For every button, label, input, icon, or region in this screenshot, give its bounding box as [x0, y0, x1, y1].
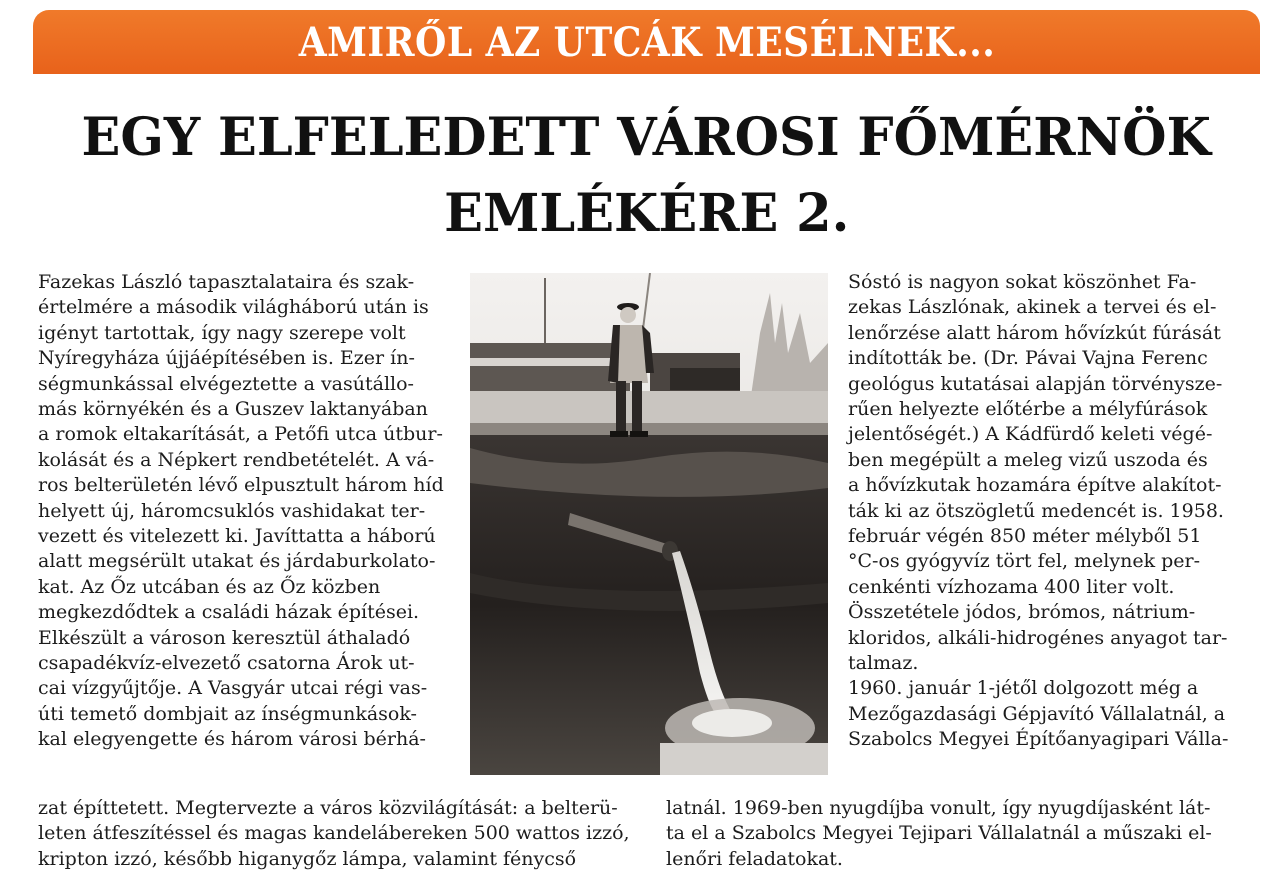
body-text-line: a hővízkutak hozamára építve alakítot-: [848, 474, 1222, 497]
body-text-line: ben megépült a meleg vizű uszoda és: [848, 448, 1208, 471]
body-text-line: cenkénti vízhozama 400 liter volt.: [848, 575, 1175, 598]
body-text-line: Fazekas László tapasztalataira és szak-: [38, 271, 415, 293]
body-text-line: Nyíregyháza újjáépítésében is. Ezer ín-: [38, 347, 415, 370]
body-text-line: Mezőgazdasági Gépjavító Vállalatnál, a: [848, 702, 1226, 725]
body-text-line: ségmunkással elvégeztette a vasútállo-: [38, 372, 414, 395]
body-text-line: Sóstó is nagyon sokat köszönhet Fa-: [848, 271, 1197, 293]
body-text-line: igényt tartottak, így nagy szerepe volt: [38, 321, 406, 344]
photo-image: [470, 273, 828, 775]
body-text-line: ták ki az ötszögletű medencét is. 1958.: [848, 499, 1224, 522]
body-text-line: a romok eltakarítását, a Petőfi utca útbur-: [38, 423, 443, 446]
section-banner: [33, 10, 1260, 74]
body-text-line: lenőrzése alatt három hővízkút fúrását: [848, 321, 1221, 344]
body-text-line: latnál. 1969-ben nyugdíjba vonult, így nyugdíjasként lát-: [666, 797, 1211, 819]
body-text-line: °C-os gyógyvíz tört fel, melynek per-: [848, 550, 1201, 573]
body-text-line: lenőri feladatokat.: [666, 847, 843, 870]
body-text-line: indították be. (Dr. Pávai Vajna Ferenc: [848, 347, 1208, 370]
body-text-line: zat építtetett. Megtervezte a város közvilágítását: a belterü-: [38, 797, 618, 819]
body-text-line: Összetétele jódos, brómos, nátrium-: [848, 601, 1196, 624]
body-text-line: vezett és vitelezett ki. Javíttatta a háború: [38, 525, 436, 547]
body-text-line: jelentőségét.) A Kádfürdő keleti végé-: [848, 423, 1213, 446]
body-text-line: helyett új, háromcsuklós vashidakat ter-: [38, 499, 426, 522]
article-title-line-1: EGY ELFELEDETT VÁROSI FŐMÉRNÖK: [81, 107, 1212, 168]
body-text-line: úti temető dombjait az ínségmunkások-: [38, 702, 417, 725]
body-text-line: rűen helyezte előtérbe a mélyfúrások: [848, 398, 1208, 420]
body-text-line: értelmére a második világháború után is: [38, 296, 429, 319]
article-photo: [470, 273, 828, 775]
body-text-line: geológus kutatásai alapján törvénysze-: [848, 372, 1223, 395]
body-text-line: Szabolcs Megyei Építőanyagipari Válla-: [848, 728, 1229, 751]
body-text-line: alatt megsérült utakat és járdaburkolato-: [38, 550, 436, 573]
article-title-line-2: EMLÉKÉRE 2.: [443, 183, 850, 244]
body-text-line: kripton izzó, később higanygőz lámpa, valamint fénycső: [38, 847, 577, 870]
body-text-line: cai vízgyűjtője. A Vasgyár utcai régi vas-: [38, 677, 428, 700]
body-text-line: megkezdődtek a családi házak építései.: [38, 601, 420, 624]
body-text-line: más környékén és a Guszev laktanyában: [38, 398, 428, 420]
body-text-line: kloridos, alkáli-hidrogénes anyagot tar-: [848, 626, 1228, 649]
body-text-line: ta el a Szabolcs Megyei Tejipari Vállalatnál a műszaki el-: [666, 822, 1212, 845]
body-text-line: február végén 850 méter mélyből 51: [848, 525, 1202, 547]
body-text-line: leten átfeszítéssel és magas kandelábereken 500 wattos izzó,: [38, 822, 630, 845]
body-text-line: csapadékvíz-elvezető csatorna Árok ut-: [38, 652, 415, 674]
body-text-line: kolását és a Népkert rendbetételét. A vá-: [38, 448, 435, 471]
body-text-line: 1960. január 1-jétől dolgozott még a: [848, 677, 1199, 700]
body-text-line: Elkészült a városon keresztül áthaladó: [38, 626, 411, 649]
body-text-line: talmaz.: [848, 652, 919, 674]
body-text-line: kal elegyengette és három városi bérhá-: [38, 728, 426, 751]
body-text-line: kat. Az Őz utcában és az Őz közben: [38, 575, 381, 598]
section-title: AMIRŐL AZ UTCÁK MESÉLNEK...: [298, 18, 995, 66]
body-text-line: ros belterületén lévő elpusztult három híd: [38, 474, 444, 497]
body-text-line: zekas Lászlónak, akinek a tervei és el-: [848, 296, 1217, 319]
